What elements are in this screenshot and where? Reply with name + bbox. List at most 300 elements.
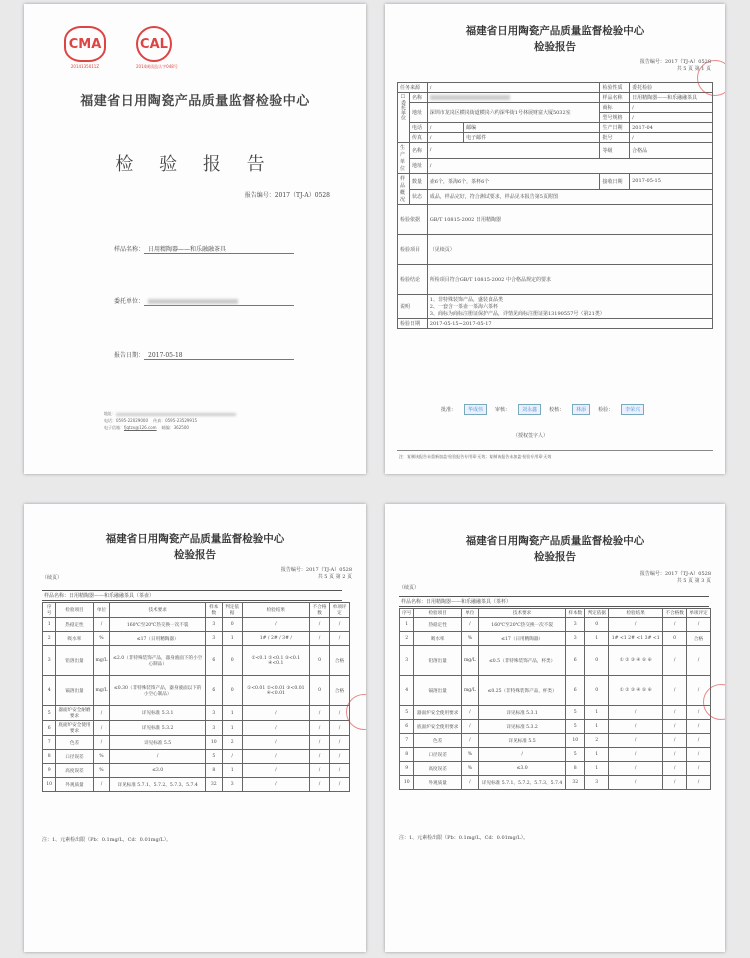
cover-footer — [104, 410, 236, 431]
table-cell: mg/L — [461, 676, 478, 706]
info-table — [397, 82, 713, 329]
results-table — [399, 608, 711, 790]
table-cell: 5 — [205, 750, 222, 764]
table-cell: 6 — [400, 720, 414, 734]
table-row — [400, 618, 711, 632]
grade-label: 等级 — [600, 143, 630, 159]
table-cell: / — [687, 676, 711, 706]
continuation-label: （续页） — [399, 585, 420, 591]
table-cell: ①<0.1 ②<0.1 ③<0.1 ④<0.1 — [242, 646, 309, 676]
table-cell: 0 — [663, 632, 687, 646]
column-header: 单项评定 — [330, 603, 350, 618]
table-cell: 0 — [222, 676, 242, 706]
report-title: 检验报告 — [174, 549, 216, 561]
table-cell: 详见标准 5.3.2 — [479, 720, 566, 734]
table-cell: 5 — [566, 720, 585, 734]
table-cell: % — [93, 632, 110, 646]
table-cell: / — [687, 734, 711, 748]
column-header: 样本数 — [205, 603, 222, 618]
table-cell: ① ② ③ ④ ⑤ ⑥ — [609, 646, 663, 676]
table-cell: / — [93, 706, 110, 721]
table-cell: 3 — [205, 632, 222, 646]
table-cell: 3 — [566, 632, 585, 646]
table-cell: 铅溶出量 — [414, 646, 461, 676]
producer-addr-label: 地址 — [410, 158, 428, 174]
column-header: 序号 — [400, 609, 414, 618]
table-cell: / — [687, 776, 711, 790]
table-cell: 详见标准 5.7.1、5.7.2、5.7.3、5.7.4 — [479, 776, 566, 790]
table-cell: ≤0.5（非特殊装饰产品，杯类） — [479, 646, 566, 676]
table-cell: 1 — [222, 764, 242, 778]
table-cell: 8 — [205, 764, 222, 778]
table-cell: / — [687, 646, 711, 676]
table-cell: 9 — [43, 764, 56, 778]
table-row — [400, 720, 711, 734]
table-cell: mg/L — [461, 646, 478, 676]
cal-number: 2014闽质监认字048号 — [136, 64, 178, 69]
sample-value: 日用精陶器——和乐融融茶具 — [144, 244, 294, 254]
table-cell: / — [609, 748, 663, 762]
table-cell: 合格 — [330, 676, 350, 706]
table-cell: 3 — [400, 646, 414, 676]
report-title: 检验报告 — [534, 41, 576, 53]
column-header: 样本数 — [566, 609, 585, 618]
table-row — [43, 618, 350, 632]
table-cell: / — [461, 706, 478, 720]
table-cell: 器面炉安全耐磨要求 — [56, 706, 93, 721]
column-header: 技术要求 — [479, 609, 566, 618]
table-cell: 合格 — [330, 646, 350, 676]
table-cell: 1 — [585, 762, 609, 776]
table-cell: 铅溶出量 — [56, 646, 93, 676]
column-header: 技术要求 — [110, 603, 205, 618]
table-cell: 0 — [222, 618, 242, 632]
footer-postcode: 362500 — [173, 425, 189, 430]
table-cell: / — [330, 778, 350, 792]
footer-phone-label: 电话： — [104, 418, 116, 423]
table-cell: 7 — [400, 734, 414, 748]
table-cell: 色差 — [56, 736, 93, 750]
table-row — [43, 778, 350, 792]
test-signature: 李荣兴 — [621, 404, 644, 415]
items: （见续页） — [427, 235, 712, 265]
sample-name-label: 样品名称 — [600, 93, 630, 103]
email-label: 电子邮件 — [464, 133, 600, 143]
table-cell: 吸水率 — [414, 632, 461, 646]
table-cell: / — [663, 734, 687, 748]
conclusion-label: 检验结论 — [398, 265, 428, 295]
redacted-address — [116, 413, 236, 416]
table-cell: 吸水率 — [56, 632, 93, 646]
table-cell: 5 — [566, 748, 585, 762]
table-row — [43, 764, 350, 778]
table-cell: 详见标准 5.3.1 — [110, 706, 205, 721]
table-cell: ≤2.0（非特殊装饰产品，器身液面下的小空心制品） — [110, 646, 205, 676]
table-cell: / — [310, 632, 330, 646]
column-header: 序号 — [43, 603, 56, 618]
results-table — [42, 602, 350, 792]
footer-email: fjqtzx@126.com — [124, 425, 157, 430]
items-label: 检验项目 — [398, 235, 428, 265]
table-cell: 0 — [310, 676, 330, 706]
table-cell: / — [461, 618, 478, 632]
column-header: 检验结果 — [242, 603, 309, 618]
table-cell: 1 — [400, 618, 414, 632]
table-cell: 镉溶出量 — [414, 676, 461, 706]
table-cell: 1 — [585, 748, 609, 762]
table-cell: 32 — [205, 778, 222, 792]
test-type: 委托检验 — [630, 83, 713, 93]
table-cell: 口径误差 — [414, 748, 461, 762]
table-cell: / — [609, 776, 663, 790]
table-cell: ≤3.0 — [110, 764, 205, 778]
table-cell: 2 — [43, 632, 56, 646]
stamp-note: （授权签字人） — [513, 433, 549, 439]
table-cell: 详见标准 5.5 — [110, 736, 205, 750]
date-label: 报告日期： — [114, 352, 145, 359]
table-cell: / — [461, 720, 478, 734]
column-header: 不合格数 — [310, 603, 330, 618]
table-cell: / — [609, 734, 663, 748]
table-cell: 底面炉安全使用要求 — [56, 721, 93, 736]
org-name: 福建省日用陶瓷产品质量监督检验中心 — [465, 25, 645, 37]
producer-label: 生产单位 — [398, 143, 410, 174]
cma-number: 2014135011Z — [70, 64, 100, 69]
table-row — [400, 748, 711, 762]
table-header-row — [400, 609, 711, 618]
table-cell: / — [663, 706, 687, 720]
page-info: 共 5 页 第 1 页 — [676, 66, 711, 72]
table-row — [43, 706, 350, 721]
table-cell: 6 — [205, 676, 222, 706]
table-cell: / — [330, 764, 350, 778]
table-cell: / — [242, 750, 309, 764]
table-cell: 0 — [585, 646, 609, 676]
table-cell: / — [310, 618, 330, 632]
table-row — [43, 676, 350, 706]
footer-fax-label: 传真： — [153, 418, 166, 423]
table-cell: mg/L — [93, 646, 110, 676]
table-cell: 1 — [222, 721, 242, 736]
table-cell: 6 — [566, 676, 585, 706]
remark-2: 2、一套含一茶壶一茶海六茶杯 — [429, 304, 498, 310]
table-cell: / — [242, 721, 309, 736]
phone-label: 电话 — [410, 123, 428, 133]
audit-label: 审核： — [495, 407, 511, 413]
state: 成品，样品完好，符合测试要求，样品见本报告第5页附图 — [427, 189, 712, 205]
table-cell: 10 — [566, 734, 585, 748]
table-cell: 镉溶出量 — [56, 676, 93, 706]
table-row — [43, 632, 350, 646]
certification-logos — [64, 26, 178, 70]
date-value: 2017-05-18 — [144, 352, 294, 360]
table-cell: / — [242, 736, 309, 750]
remark-3: 3、商标为商标注册证保护产品，详情见商标注册证第13190557号（第21类） — [429, 311, 605, 317]
column-header: 判定依据 — [585, 609, 609, 618]
table-row — [400, 632, 711, 646]
red-seal-stamp — [697, 60, 725, 96]
column-header: 不合格数 — [663, 609, 687, 618]
column-header: 单项评定 — [687, 609, 711, 618]
table-cell: / — [663, 618, 687, 632]
table-cell: 5 — [400, 706, 414, 720]
batch-label: 批号 — [600, 133, 630, 143]
table-cell: 1 — [585, 632, 609, 646]
approve-signature: 华成伟 — [464, 404, 487, 415]
table-cell: 160℃至20℃热交换一次不裂 — [479, 618, 566, 632]
remarks-label: 说明 — [398, 295, 428, 319]
org-name: 福建省日用陶瓷产品质量监督检验中心 — [465, 535, 645, 547]
table-cell: ≤17（日用精陶器） — [479, 632, 566, 646]
table-cell: / — [222, 750, 242, 764]
table-cell: 底面炉安全使用要求 — [414, 720, 461, 734]
table-cell: 2 — [222, 736, 242, 750]
test-date: 2017-05-15~2017-05-17 — [427, 319, 712, 329]
producer-name: / — [427, 143, 600, 159]
basis-label: 检验依据 — [398, 205, 428, 235]
table-cell: 10 — [400, 776, 414, 790]
table-cell: % — [461, 748, 478, 762]
table-cell: / — [93, 736, 110, 750]
table-cell: 3 — [205, 618, 222, 632]
recv-date-label: 接收日期 — [600, 174, 630, 190]
table-cell: 3 — [566, 618, 585, 632]
table-cell: 6 — [205, 646, 222, 676]
table-cell: 3 — [222, 778, 242, 792]
table-cell: / — [663, 748, 687, 762]
cal-logo: CAL — [136, 26, 172, 62]
fax-label: 传真 — [410, 133, 428, 143]
report-page-3 — [385, 504, 725, 952]
table-row — [400, 776, 711, 790]
trademark-label: 商标 — [600, 103, 630, 113]
table-row — [43, 646, 350, 676]
test-type-label: 检验性质 — [600, 83, 630, 93]
table-cell: 160℃至20℃热交换一次不裂 — [110, 618, 205, 632]
table-cell: / — [461, 776, 478, 790]
cma-logo: CMA — [64, 26, 106, 62]
table-cell: / — [461, 734, 478, 748]
table-cell: 7 — [43, 736, 56, 750]
table-cell: 8 — [400, 748, 414, 762]
spec-label: 型号规格 — [600, 113, 630, 123]
table-cell: 3 — [43, 646, 56, 676]
table-cell: ≤0.25（非特殊装饰产品，杯类） — [479, 676, 566, 706]
table-cell: / — [242, 618, 309, 632]
table-cell: % — [93, 750, 110, 764]
table-cell: / — [609, 762, 663, 776]
table-cell: 3 — [585, 776, 609, 790]
table-cell: 0 — [310, 646, 330, 676]
table-row — [43, 750, 350, 764]
sample-desc-label: 样品概况 — [398, 174, 410, 205]
table-cell: / — [310, 706, 330, 721]
table-cell: 0 — [585, 676, 609, 706]
remark-1: 1、非特殊装饰产品，盛装食品类 — [429, 297, 503, 303]
table-cell: 高度误差 — [56, 764, 93, 778]
table-cell: 外观质量 — [56, 778, 93, 792]
table-cell: 10 — [43, 778, 56, 792]
table-cell: ≤0.30（非特殊装饰产品，器身液面以下的小空心制品） — [110, 676, 205, 706]
table-cell: / — [242, 764, 309, 778]
footer-fax: 0595-23529915 — [165, 418, 198, 423]
continuation-label: （续页） — [42, 575, 63, 581]
table-cell: 2 — [400, 632, 414, 646]
column-header: 检验项目 — [414, 609, 461, 618]
table-note: 注：1、元素检出限（Pb：0.1mg/L，Cd：0.01mg/L）。 — [42, 837, 172, 843]
table-cell: 5 — [43, 706, 56, 721]
table-cell: / — [663, 776, 687, 790]
table-cell: % — [93, 764, 110, 778]
org-name: 福建省日用陶瓷产品质量监督检验中心 — [80, 94, 310, 109]
client-group-label: ☐委托单位 — [398, 93, 410, 143]
footer-address-label: 地址： — [104, 411, 116, 416]
table-row — [43, 736, 350, 750]
table-cell: / — [687, 706, 711, 720]
report-page-1 — [385, 4, 725, 474]
table-cell: 4 — [43, 676, 56, 706]
page-footer: 注：复制该报告未重新加盖'检验报告专用章'无效；复制该报告未加盖'检验专用章'无效 — [399, 454, 552, 459]
table-cell: / — [609, 720, 663, 734]
table-cell: / — [687, 748, 711, 762]
qty: 壶6个，茶海6个，茶杯6个 — [427, 174, 600, 190]
table-cell: 6 — [566, 646, 585, 676]
recv-date: 2017-05-15 — [630, 174, 713, 190]
table-cell: 4 — [400, 676, 414, 706]
report-number: 报告编号：2017（TJ-A）0528 — [639, 59, 711, 65]
table-cell: 详见标准 5.5 — [479, 734, 566, 748]
table-cell: / — [93, 721, 110, 736]
table-cell: / — [310, 764, 330, 778]
column-header: 单位 — [461, 609, 478, 618]
org-name: 福建省日用陶瓷产品质量监督检验中心 — [105, 533, 285, 545]
report-title: 检验报告 — [534, 551, 576, 563]
report-title: 检 验 报 告 — [115, 154, 275, 175]
table-cell: 3 — [205, 706, 222, 721]
table-cell: 10 — [205, 736, 222, 750]
table-row — [400, 762, 711, 776]
table-row — [400, 706, 711, 720]
client-field — [114, 296, 294, 306]
check-label: 校核： — [549, 407, 565, 413]
batch: / — [630, 133, 713, 143]
basis: GB/T 10815-2002 日用精陶器 — [427, 205, 712, 235]
grade: 合格品 — [630, 143, 713, 159]
table-cell: / — [330, 750, 350, 764]
table-cell: 1# / 2# / 3# / — [242, 632, 309, 646]
sample-field — [114, 244, 294, 254]
table-cell: / — [310, 721, 330, 736]
table-cell: / — [663, 762, 687, 776]
table-cell: 8 — [43, 750, 56, 764]
table-cell: / — [93, 618, 110, 632]
report-meta — [281, 566, 352, 580]
report-meta — [640, 570, 711, 584]
footer-postcode-label: 邮编： — [161, 425, 174, 430]
sample-name: 日用精陶器——和乐融融茶具 — [630, 93, 713, 103]
trademark: / — [630, 103, 713, 113]
table-cell: mg/L — [93, 676, 110, 706]
table-cell: 外观质量 — [414, 776, 461, 790]
table-cell: / — [310, 778, 330, 792]
column-header: 检验结果 — [609, 609, 663, 618]
table-cell: 9 — [400, 762, 414, 776]
table-cell: 详见标准 5.7.1、5.7.2、5.7.3、5.7.4 — [110, 778, 205, 792]
footer-phone: 0595-22029000 — [116, 418, 148, 423]
table-cell: 详见标准 5.3.1 — [479, 706, 566, 720]
prod-date-label: 生产日期 — [600, 123, 630, 133]
sample-title: 样品名称：日用精陶器——和乐融融茶具（茶杯） — [399, 596, 709, 607]
table-cell: / — [330, 736, 350, 750]
table-cell: % — [461, 632, 478, 646]
table-cell: 详见标准 5.3.2 — [110, 721, 205, 736]
table-cell: / — [310, 736, 330, 750]
table-cell: 热稳定性 — [414, 618, 461, 632]
table-cell: 热稳定性 — [56, 618, 93, 632]
table-cell: / — [663, 676, 687, 706]
table-cell: / — [687, 762, 711, 776]
table-cell: / — [330, 618, 350, 632]
state-label: 状态 — [410, 189, 428, 205]
table-cell: 器面炉安全使用要求 — [414, 706, 461, 720]
table-cell: / — [330, 632, 350, 646]
table-cell: / — [687, 618, 711, 632]
sample-label: 样品名称： — [114, 246, 145, 253]
report-cover-page — [24, 4, 366, 474]
client-label: 委托单位： — [114, 298, 145, 305]
producer-addr: / — [427, 158, 712, 174]
column-header: 检验项目 — [56, 603, 93, 618]
table-cell: 8 — [566, 762, 585, 776]
table-cell: / — [479, 748, 566, 762]
table-cell: 1 — [43, 618, 56, 632]
table-cell: 高度误差 — [414, 762, 461, 776]
address: 深圳市龙岗区横岗街道横岗六约深华街1号林展财富大厦5032室 — [427, 103, 600, 123]
table-cell: / — [663, 646, 687, 676]
table-cell: / — [110, 750, 205, 764]
table-row — [400, 646, 711, 676]
table-cell: 32 — [566, 776, 585, 790]
table-cell: 1# <1 2# <1 3# <1 — [609, 632, 663, 646]
conclusion: 所检项目符合GB/T 10815-2002 中合格品规定的要求 — [427, 265, 712, 295]
table-cell: / — [663, 720, 687, 734]
page-info: 共 5 页 第 3 页 — [676, 578, 711, 584]
task-source: / — [427, 83, 600, 93]
spec: / — [630, 113, 713, 123]
redacted-client — [148, 299, 238, 304]
check-signature: 林添 — [572, 404, 590, 415]
phone: / — [427, 123, 463, 133]
table-cell: / — [93, 778, 110, 792]
table-cell: ① ② ③ ④ ⑤ ⑥ — [609, 676, 663, 706]
table-cell: / — [609, 706, 663, 720]
table-cell: ①<0.01 ②<0.01 ③<0.01 ④<0.01 — [242, 676, 309, 706]
table-cell: / — [242, 778, 309, 792]
table-cell: / — [242, 706, 309, 721]
task-source-label: 任务来源 — [398, 83, 428, 93]
table-cell: 合格 — [687, 632, 711, 646]
table-note: 注：1、元素检出限（Pb：0.1mg/L，Cd：0.01mg/L）。 — [399, 835, 529, 841]
table-cell: / — [687, 720, 711, 734]
postcode-label: 邮编 — [464, 123, 600, 133]
client-name-label: 名称 — [410, 93, 428, 103]
table-cell: / — [310, 750, 330, 764]
sample-title: 样品名称：日用精陶器——和乐融融茶具（茶壶） — [42, 590, 342, 601]
table-cell: 1 — [222, 706, 242, 721]
footer-divider — [397, 450, 713, 451]
table-cell: 6 — [43, 721, 56, 736]
signatures — [441, 404, 644, 415]
